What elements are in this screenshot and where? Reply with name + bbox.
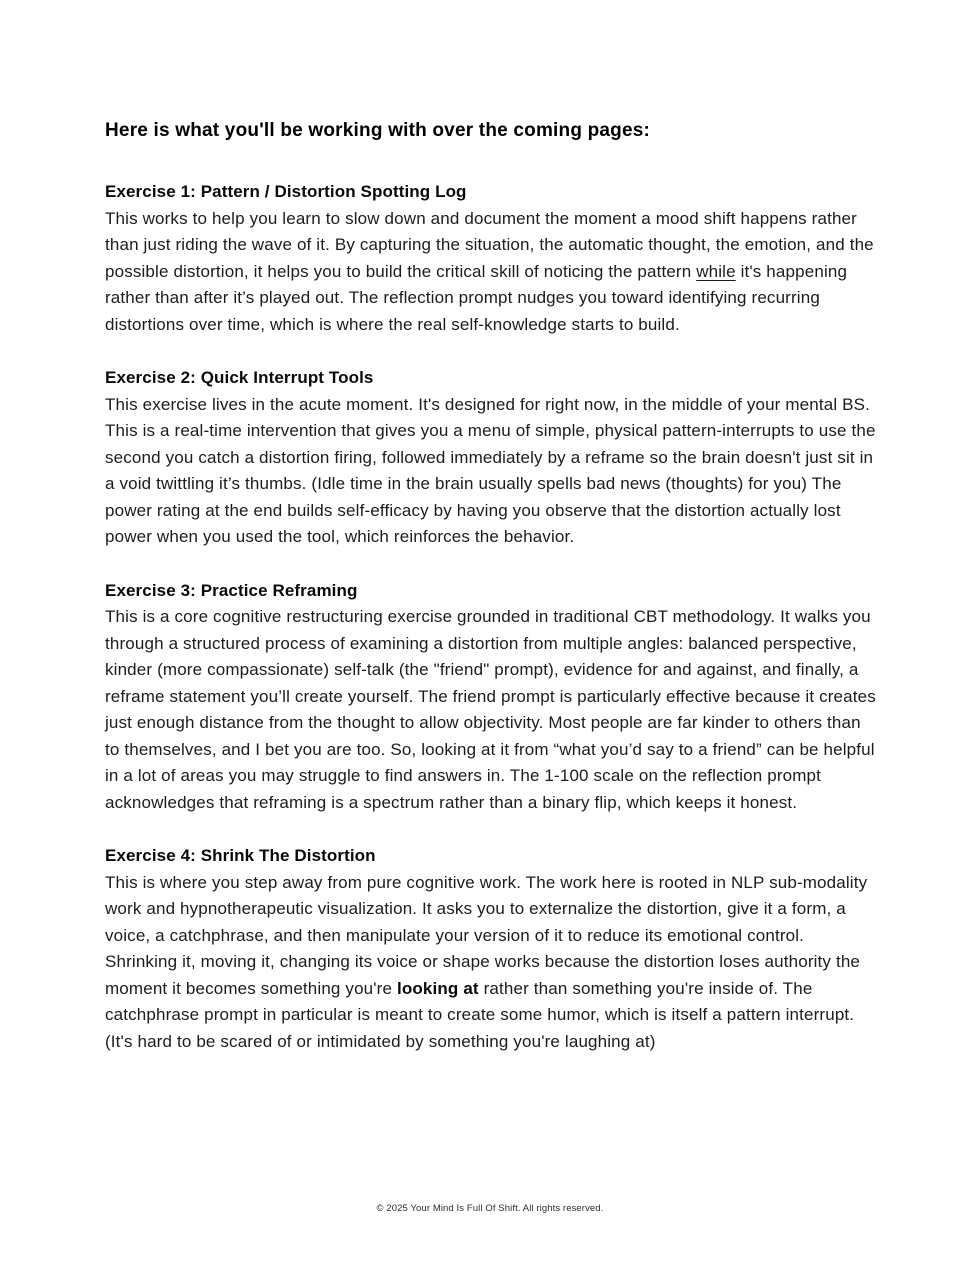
exercise-section-4: [105, 843, 880, 1055]
text-run: it's happening rather than after it’s played out. The reflection prompt nudges you toward identifying recurring distortions over time, which is where the real self-knowledge starts to build.: [105, 261, 848, 334]
text-run: This is a core cognitive restructuring exercise grounded in traditional CBT methodology. It walks you through a structured process of examining a distortion from multiple angles: balanced perspective, kinder (more compassionate) self-talk (the "friend" prompt), evidence for and against, and finally, a reframe statement you’ll create yourself. The friend prompt is particularly effective because it creates just enough distance from the thought to allow objectivity. Most people are far kinder to others than to themselves, and I bet you are too. So, looking at it from “what you’d say to a friend” can be helpful in a lot of areas you may struggle to find answers in. The 1-100 scale on the reflection prompt acknowledges that reframing is a spectrum rather than a binary flip, which keeps it honest.: [105, 607, 876, 812]
exercise-section-1: [105, 179, 880, 338]
exercise-section-3: [105, 578, 880, 817]
text-run: This is where you step away from pure cognitive work. The work here is rooted in NLP sub-modality work and hypnotherapeutic visualization. It asks you to externalize the distortion, give it a form, a voice, a catchphrase, and then manipulate your version of it to reduce its emotional control. Shrinking it, moving it, changing its voice or shape works because the distortion loses authority the moment it becomes something you're: [105, 872, 868, 998]
text-run: rather than something you're inside of. The catchphrase prompt in particular is meant to create some humor, which is itself a pattern interrupt. (It's hard to be scared of or intimidated by something you're laughing at): [105, 978, 855, 1051]
exercise-3-title: Exercise 3: Practice Reframing: [105, 580, 358, 600]
exercise-4-title: Exercise 4: Shrink The Distortion: [105, 846, 376, 865]
exercise-3-description: [105, 604, 880, 816]
exercise-2-title: Exercise 2: Quick Interrupt Tools: [105, 368, 374, 387]
text-run: This works to help you learn to slow down and document the moment a mood shift happens rather than just riding the wave of it. By capturing the situation, the automatic thought, the emotion, and the possible distortion, it helps you to build the critical skill of noticing the pattern: [105, 208, 874, 281]
exercise-2-description: [105, 392, 880, 551]
copyright-footer: © 2025 Your Mind Is Full Of Shift. All rights reserved.: [376, 1203, 604, 1214]
text-run: looking at: [396, 978, 479, 998]
text-run: This exercise lives in the acute moment. It's designed for right now, in the middle of your mental BS. This is a real-time intervention that gives you a menu of simple, physical pattern-interrupts to use the second you catch a distortion firing, followed immediately by a reframe so the brain doesn't just sit in a void twittling it’s thumbs. (Idle time in the brain usually spells bad news (thoughts) for you) The power rating at the end builds self-efficacy by having you observe that the distortion actually lost power when you used the tool, which reinforces the behavior.: [105, 394, 876, 546]
text-run: while: [696, 261, 736, 281]
page-heading: Here is what you'll be working with over the coming pages:: [105, 120, 651, 141]
exercise-section-2: [105, 365, 880, 551]
exercise-1-title: Exercise 1: Pattern / Distortion Spotting Log: [105, 182, 467, 201]
exercise-4-description: [105, 870, 880, 1056]
exercise-1-description: [105, 206, 880, 339]
